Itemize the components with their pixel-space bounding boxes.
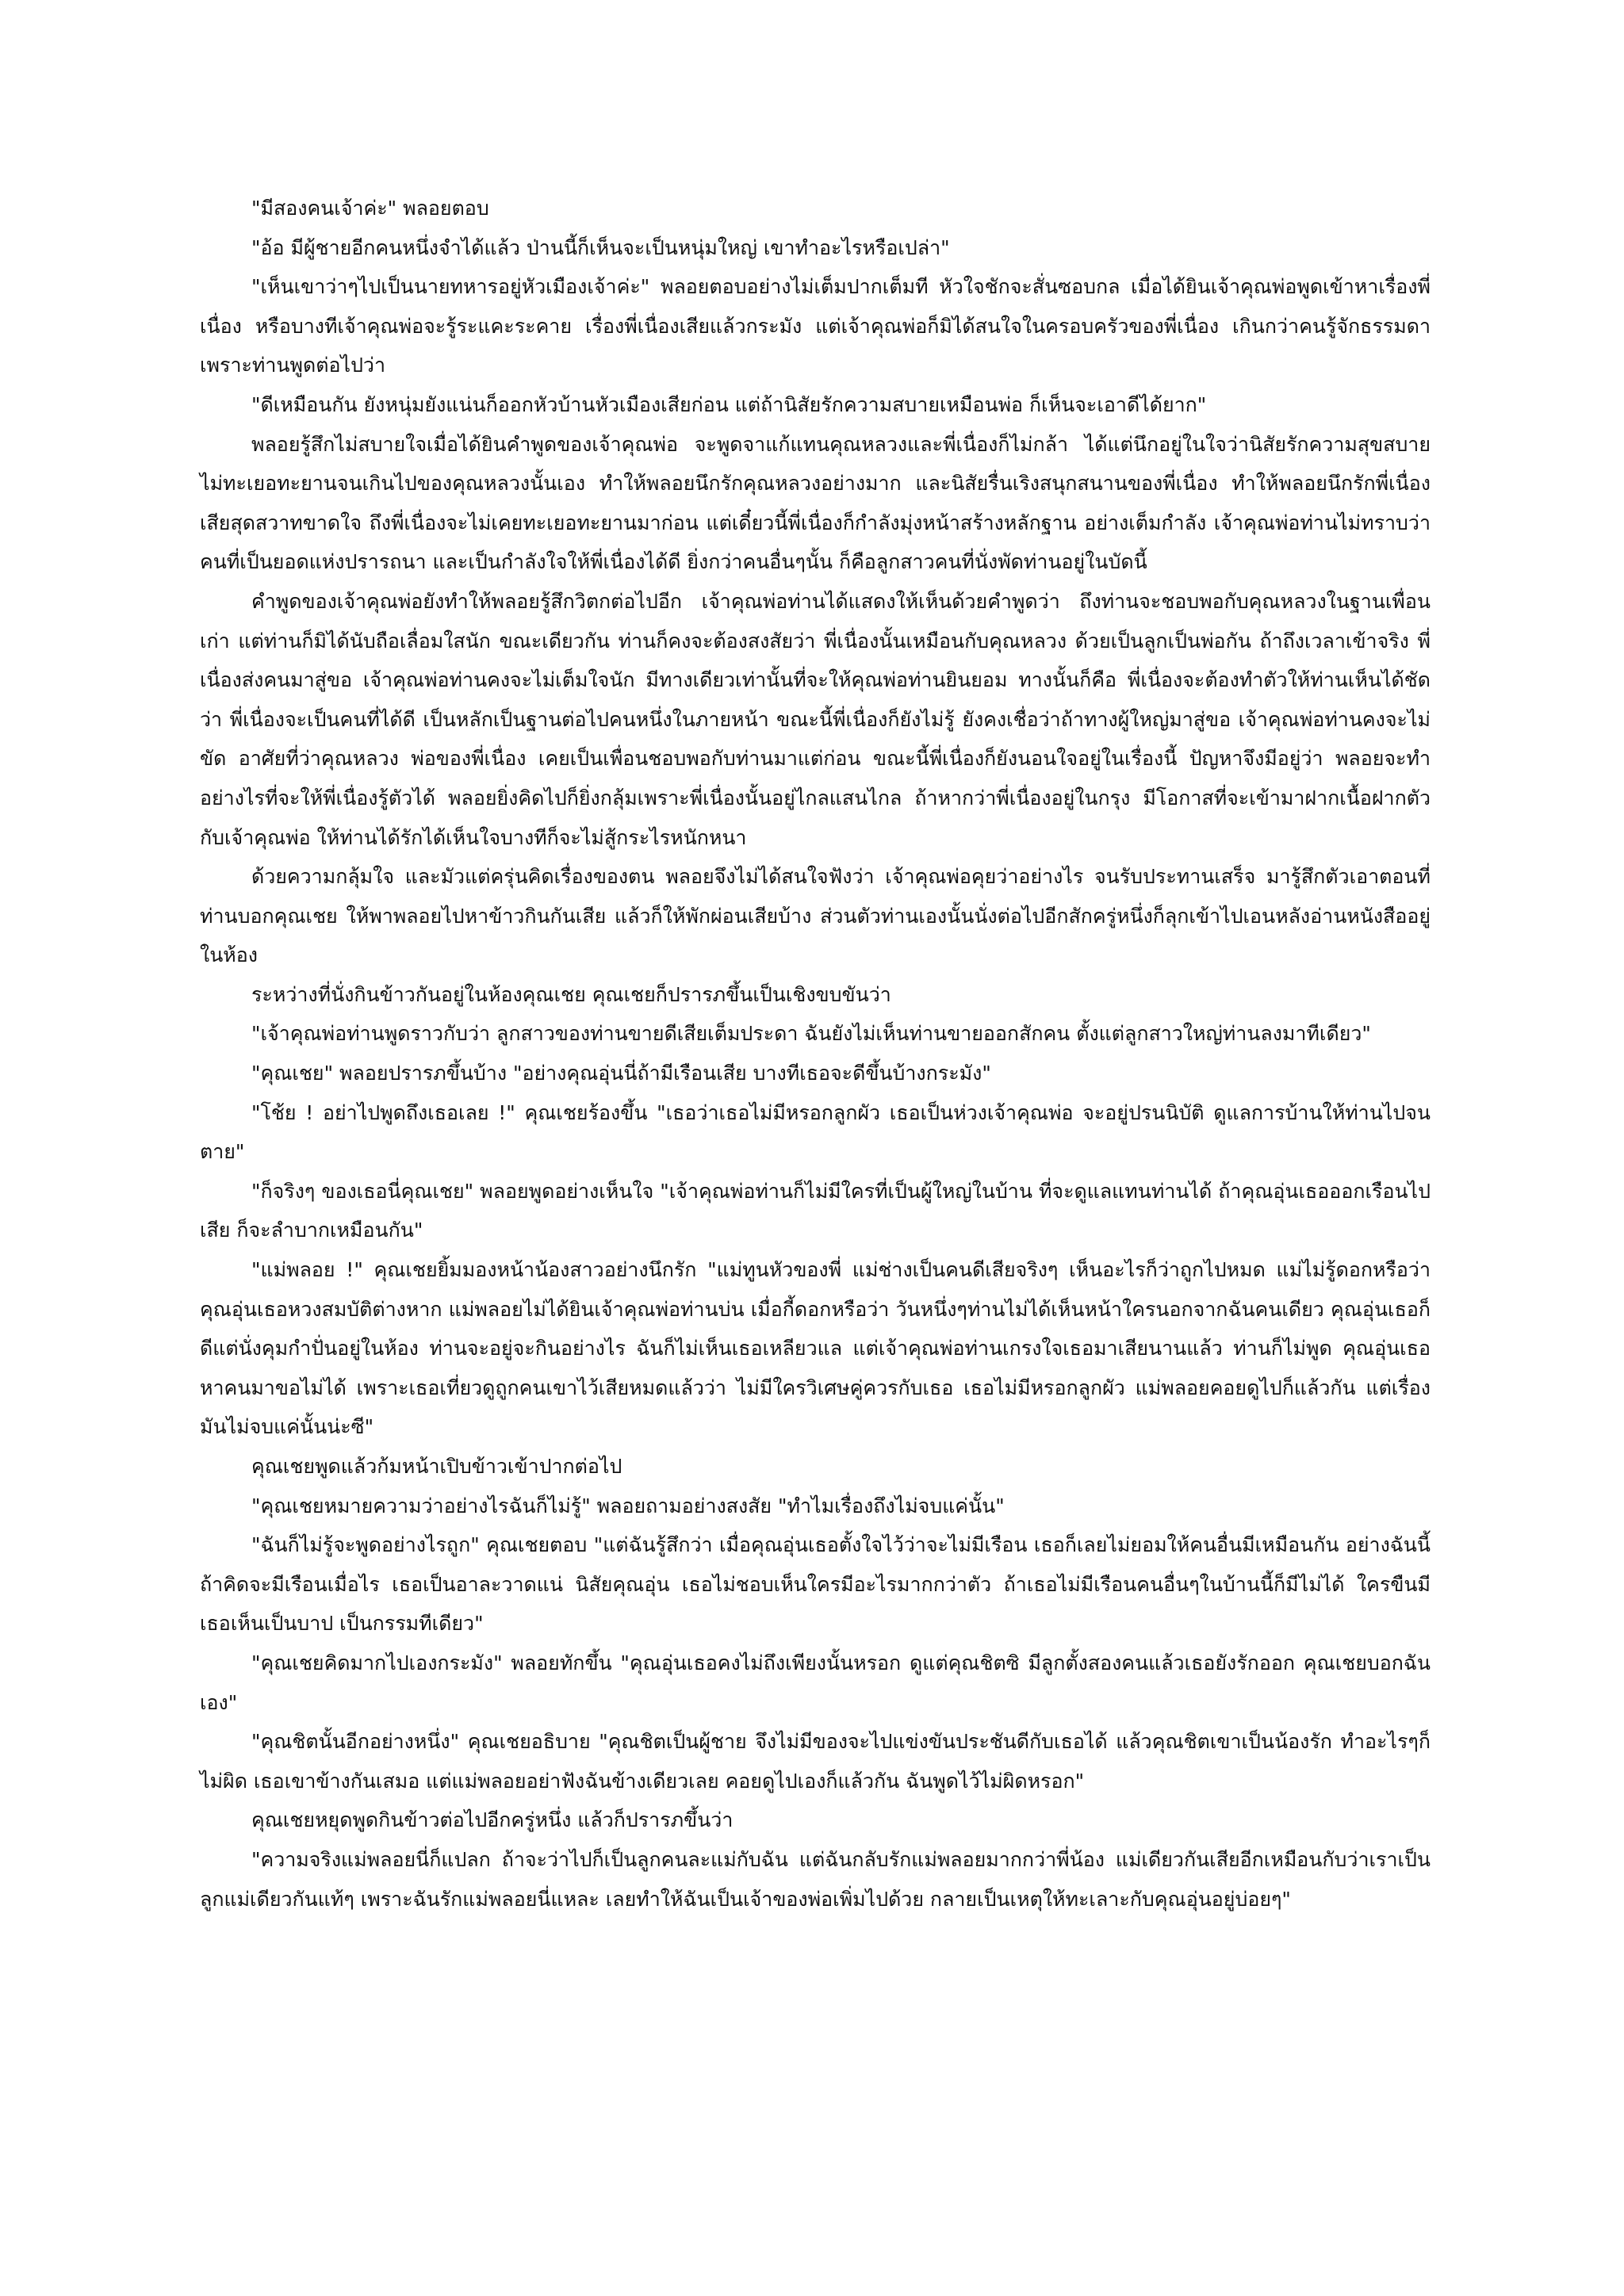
paragraph: "มีสองคนเจ้าค่ะ" พลอยตอบ [251,197,489,220]
paragraph: "เห็นเขาว่าๆไปเป็นนายทหารอยู่หัวเมืองเจ้าค่ะ" พลอยตอบอย่างไม่เต็มปากเต็มที หัวใจชักจะสั่นซอบกล เมื่อได้ยินเจ้าคุณพ่อพูดเข้าหาเรื่องพี่เนื่อง หรือบางทีเจ้าคุณพ่อจะรู้ระแคะระคาย เรื่องพี่เนื่องเสียแล้วกระมัง แต่เจ้าคุณพ่อก็มิได้สนใจในครอบครัวของพี่เนื่อง เกินกว่าคนรู้จักธรรมดา เพราะท่านพูดต่อไปว่า [200,275,1431,377]
paragraph: คุณเชยพูดแล้วก้มหน้าเปิบข้าวเข้าปากต่อไป [251,1455,622,1478]
paragraph: "โช้ย ! อย่าไปพูดถึงเธอเลย !" คุณเชยร้องขึ้น "เธอว่าเธอไม่มีหรอกลูกผัว เธอเป็นห่วงเจ้าคุณพ่อ จะอยู่ปรนนิบัติ ดูแลการบ้านให้ท่านไปจนตาย" [200,1100,1431,1164]
paragraph: ระหว่างที่นั่งกินข้าวกันอยู่ในห้องคุณเชย คุณเชยก็ปรารภขึ้นเป็นเชิงขบขันว่า [251,982,891,1006]
paragraph: คุณเชยหยุดพูดกินข้าวต่อไปอีกครู่หนึ่ง แล้วก็ปรารภขึ้นว่า [251,1808,733,1832]
paragraph: "เจ้าคุณพ่อท่านพูดราวกับว่า ลูกสาวของท่านขายดีเสียเต็มประดา ฉันยังไม่เห็นท่านขายออกสักคน ตั้งแต่ลูกสาวใหญ่ท่านลงมาทีเดียว" [251,1022,1371,1046]
paragraph: "ก็จริงๆ ของเธอนี่คุณเชย" พลอยพูดอย่างเห็นใจ "เจ้าคุณพ่อท่านก็ไม่มีใครที่เป็นผู้ใหญ่ในบ้าน ที่จะดูแลแทนท่านได้ ถ้าคุณอุ่นเธอออกเรือนไปเสีย ก็จะลำบากเหมือนกัน" [200,1179,1431,1242]
paragraph: "คุณชิตนั้นอีกอย่างหนึ่ง" คุณเชยอธิบาย "คุณชิตเป็นผู้ชาย จึงไม่มีของจะไปแข่งขันประชันดีกับเธอได้ แล้วคุณชิตเขาเป็นน้องรัก ทำอะไรๆก็ไม่ผิด เธอเขาข้างกันเสมอ แต่แม่พลอยอย่าฟังฉันข้างเดียวเลย คอยดูไปเองก็แล้วกัน ฉันพูดไว้ไม่ผิดหรอก" [200,1730,1431,1793]
paragraph: "ฉันก็ไม่รู้จะพูดอย่างไรถูก" คุณเชยตอบ "แต่ฉันรู้สึกว่า เมื่อคุณอุ่นเธอตั้งใจไว้ว่าจะไม่มีเรือน เธอก็เลยไม่ยอมให้คนอื่นมีเหมือนกัน อย่างฉันนี้ถ้าคิดจะมีเรือนเมื่อไร เธอเป็นอาละวาดแน่ นิสัยคุณอุ่น เธอไม่ชอบเห็นใครมีอะไรมากกว่าตัว ถ้าเธอไม่มีเรือนคนอื่นๆในบ้านนี้ก็มีไม่ได้ ใครขืนมี เธอเห็นเป็นบาป เป็นกรรมทีเดียว" [200,1533,1431,1636]
paragraph: "คุณเชยคิดมากไปเองกระมัง" พลอยทักขึ้น "คุณอุ่นเธอคงไม่ถึงเพียงนั้นหรอก ดูแต่คุณชิตซิ มีลูกตั้งสองคนแล้วเธอยังรักออก คุณเชยบอกฉันเอง" [200,1651,1431,1714]
paragraph: "ดีเหมือนกัน ยังหนุ่มยังแน่นก็ออกหัวบ้านหัวเมืองเสียก่อน แต่ถ้านิสัยรักความสบายเหมือนพ่อ ก็เห็นจะเอาดีได้ยาก" [251,392,1207,416]
paragraph: "คุณเชยหมายความว่าอย่างไรฉันก็ไม่รู้" พลอยถามอย่างสงสัย "ทำไมเรื่องถึงไม่จบแค่นั้น" [251,1494,1005,1517]
paragraph: "คุณเชย" พลอยปรารภขึ้นบ้าง "อย่างคุณอุ่นนี่ถ้ามีเรือนเสีย บางทีเธอจะดีขึ้นบ้างกระมัง" [251,1062,991,1085]
paragraph: ด้วยความกลุ้มใจ และมัวแต่ครุ่นคิดเรื่องของตน พลอยจึงไม่ได้สนใจฟังว่า เจ้าคุณพ่อคุยว่าอย่างไร จนรับประทานเสร็จ มารู้สึกตัวเอาตอนที่ท่านบอกคุณเชย ให้พาพลอยไปหาข้าวกินกันเสีย แล้วก็ให้พักผ่อนเสียบ้าง ส่วนตัวท่านเองนั้นนั่งต่อไปอีกสักครู่หนึ่งก็ลุกเข้าไปเอนหลังอ่านหนังสืออยู่ในห้อง [200,865,1431,967]
paragraph: "ความจริงแม่พลอยนี่ก็แปลก ถ้าจะว่าไปก็เป็นลูกคนละแม่กับฉัน แต่ฉันกลับรักแม่พลอยมากกว่าพี่น้อง แม่เดียวกันเสียอีกเหมือนกับว่าเราเป็นลูกแม่เดียวกันแท้ๆ เพราะฉันรักแม่พลอยนี่แหละ เลยทำให้ฉันเป็นเจ้าของพ่อเพิ่มไปด้วย กลายเป็นเหตุให้ทะเลาะกับคุณอุ่นอยู่บ่อยๆ" [200,1847,1431,1911]
paragraph: พลอยรู้สึกไม่สบายใจเมื่อได้ยินคำพูดของเจ้าคุณพ่อ จะพูดจาแก้แทนคุณหลวงและพี่เนื่องก็ไม่กล้า ได้แต่นึกอยู่ในใจว่านิสัยรักความสุขสบาย ไม่ทะเยอทะยานจนเกินไปของคุณหลวงนั้นเอง ทำให้พลอยนึกรักคุณหลวงอย่างมาก และนิสัยรื่นเริงสนุกสนานของพี่เนื่อง ทำให้พลอยนึกรักพี่เนื่อง เสียสุดสวาทขาดใจ ถึงพี่เนื่องจะไม่เคยทะเยอทะยานมาก่อน แต่เดี๋ยวนี้พี่เนื่องก็กำลังมุ่งหน้าสร้างหลักฐาน อย่างเต็มกำลัง เจ้าคุณพ่อท่านไม่ทราบว่า คนที่เป็นยอดแห่งปรารถนา และเป็นกำลังใจให้พี่เนื่องได้ดี ยิ่งกว่าคนอื่นๆนั้น ก็คือลูกสาวคนที่นั่งพัดท่านอยู่ในบัดนี้ [200,432,1431,574]
paragraph: "อ้อ มีผู้ชายอีกคนหนึ่งจำได้แล้ว ป่านนี้ก็เห็นจะเป็นหนุ่มใหญ่ เขาทำอะไรหรือเปล่า" [251,235,950,259]
paragraph: "แม่พลอย !" คุณเชยยิ้มมองหน้าน้องสาวอย่างนึกรัก "แม่ทูนหัวของพี่ แม่ช่างเป็นคนดีเสียจริงๆ เห็นอะไรก็ว่าถูกไปหมด แม่ไม่รู้ดอกหรือว่า คุณอุ่นเธอหวงสมบัติต่างหาก แม่พลอยไม่ได้ยินเจ้าคุณพ่อท่านบ่น เมื่อกี้ดอกหรือว่า วันหนึ่งๆท่านไม่ได้เห็นหน้าใครนอกจากฉันคนเดียว คุณอุ่นเธอก็ดีแต่นั่งคุมกำปั่นอยู่ในห้อง ท่านจะอยู่จะกินอย่างไร ฉันก็ไม่เห็นเธอเหลียวแล แต่เจ้าคุณพ่อท่านเกรงใจเธอมาเสียนานแล้ว ท่านก็ไม่พูด คุณอุ่นเธอหาคนมาขอไม่ได้ เพราะเธอเที่ยวดูถูกคนเขาไว้เสียหมดแล้วว่า ไม่มีใครวิเศษคู่ควรกับเธอ เธอไม่มีหรอกลูกผัว แม่พลอยคอยดูไปก็แล้วกัน แต่เรื่องมันไม่จบแค่นั้นน่ะซี" [200,1258,1431,1439]
paragraph: คำพูดของเจ้าคุณพ่อยังทำให้พลอยรู้สึกวิตกต่อไปอีก เจ้าคุณพ่อท่านได้แสดงให้เห็นด้วยคำพูดว่า ถึงท่านจะชอบพอกับคุณหลวงในฐานเพื่อนเก่า แต่ท่านก็มิได้นับถือเลื่อมใสนัก ขณะเดียวกัน ท่านก็คงจะต้องสงสัยว่า พี่เนื่องนั้นเหมือนกับคุณหลวง ด้วยเป็นลูกเป็นพ่อกัน ถ้าถึงเวลาเข้าจริง พี่เนื่องส่งคนมาสู่ขอ เจ้าคุณพ่อท่านคงจะไม่เต็มใจนัก มีทางเดียวเท่านั้นที่จะให้คุณพ่อท่านยินยอม ทางนั้นก็คือ พี่เนื่องจะต้องทำตัวให้ท่านเห็นได้ชัดว่า พี่เนื่องจะเป็นคนที่ได้ดี เป็นหลักเป็นฐานต่อไปคนหนึ่งในภายหน้า ขณะนี้พี่เนื่องก็ยังไม่รู้ ยังคงเชื่อว่าถ้าทางผู้ใหญ่มาสู่ขอ เจ้าคุณพ่อท่านคงจะไม่ขัด อาศัยที่ว่าคุณหลวง พ่อของพี่เนื่อง เคยเป็นเพื่อนชอบพอกับท่านมาแต่ก่อน ขณะนี้พี่เนื่องก็ยังนอนใจอยู่ในเรื่องนี้ ปัญหาจึงมีอยู่ว่า พลอยจะทำอย่างไรที่จะให้พี่เนื่องรู้ตัวได้ พลอยยิ่งคิดไปก็ยิ่งกลุ้มเพราะพี่เนื่องนั้นอยู่ไกลแสนไกล ถ้าหากว่าพี่เนื่องอยู่ในกรุง มีโอกาสที่จะเข้ามาฝากเนื้อฝากตัวกับเจ้าคุณพ่อ ให้ท่านได้รักได้เห็นใจบางทีก็จะไม่สู้กระไรหนักหนา [200,589,1431,849]
document-page [200,189,1431,1919]
